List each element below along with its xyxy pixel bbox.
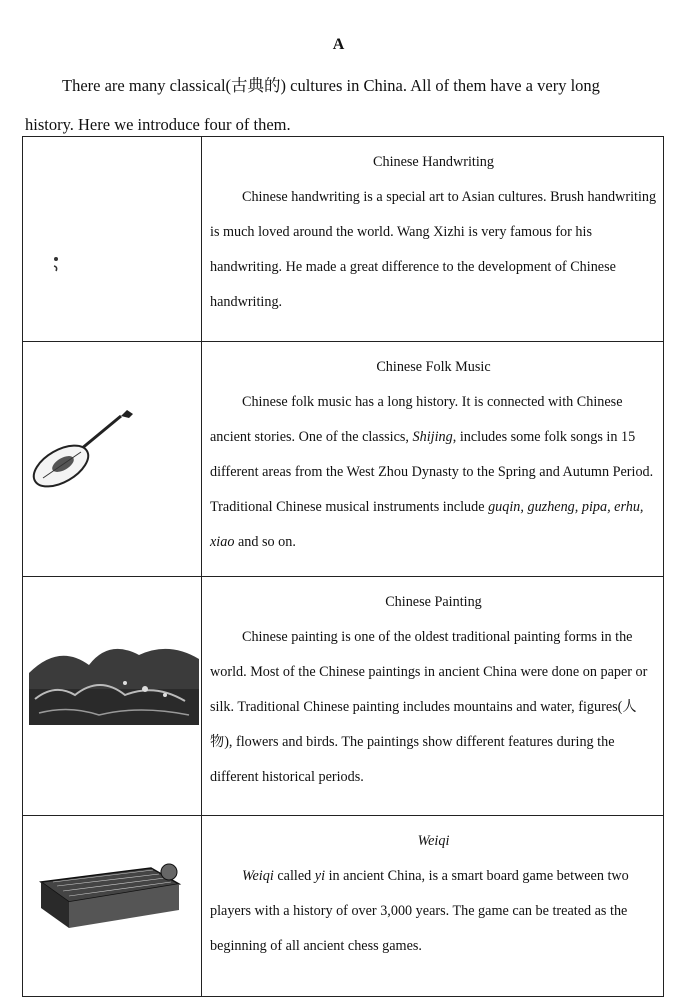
calligraphy-mark-icon: [51, 255, 63, 275]
row-body: Chinese folk music has a long history. It is connected with Chinese ancient stories. One of the classics, Shijing, includes some folk songs in 15 different areas from the West Zhou Dynasty to the Spring and Autumn Period. Traditional Chinese musical instruments include guqin, guzheng, pipa, erhu, xiao and so on.: [210, 394, 654, 550]
row-title: Weiqi: [417, 833, 450, 849]
culture-table: [22, 136, 664, 997]
landscape-painting-icon: [25, 639, 203, 729]
text-cell: [202, 137, 664, 342]
text-cell: [202, 342, 664, 577]
row-title: Chinese Painting: [385, 594, 482, 610]
image-cell: [23, 816, 202, 997]
section-label: A: [332, 36, 345, 53]
text-cell: [202, 577, 664, 816]
row-title: Chinese Handwriting: [373, 154, 494, 170]
image-cell: [23, 577, 202, 816]
table-row: [23, 577, 664, 816]
go-board-icon: [33, 852, 183, 942]
row-title: Chinese Folk Music: [376, 359, 491, 375]
table-row: [23, 816, 664, 997]
row-body: Weiqi called yi in ancient China, is a smart board game between two players with a history of over 3,000 years. The game can be treated as the beginning of all ancient chess games.: [210, 868, 629, 954]
image-cell: [23, 342, 202, 577]
row-body: Chinese painting is one of the oldest traditional painting forms in the world. Most of the Chinese paintings in ancient China were done on paper or silk. Traditional Chinese painting includes mountains and water, figures(人物), flowers and birds. The paintings show different features during the different historical periods.: [210, 629, 648, 785]
table-row: [23, 342, 664, 577]
pipa-icon: [29, 404, 139, 494]
intro-paragraph: [25, 66, 661, 144]
row-body: Chinese handwriting is a special art to Asian cultures. Brush handwriting is much loved around the world. Wang Xizhi is very famous for his handwriting. He made a great difference to the development of Chinese handwriting.: [210, 189, 657, 310]
text-cell: [202, 816, 664, 997]
intro-line-1: There are many classical(古典的) cultures in China. All of them have a very long: [62, 76, 600, 95]
intro-line-2: history. Here we introduce four of them.: [25, 115, 291, 134]
table-row: [23, 137, 664, 342]
image-cell: [23, 137, 202, 342]
